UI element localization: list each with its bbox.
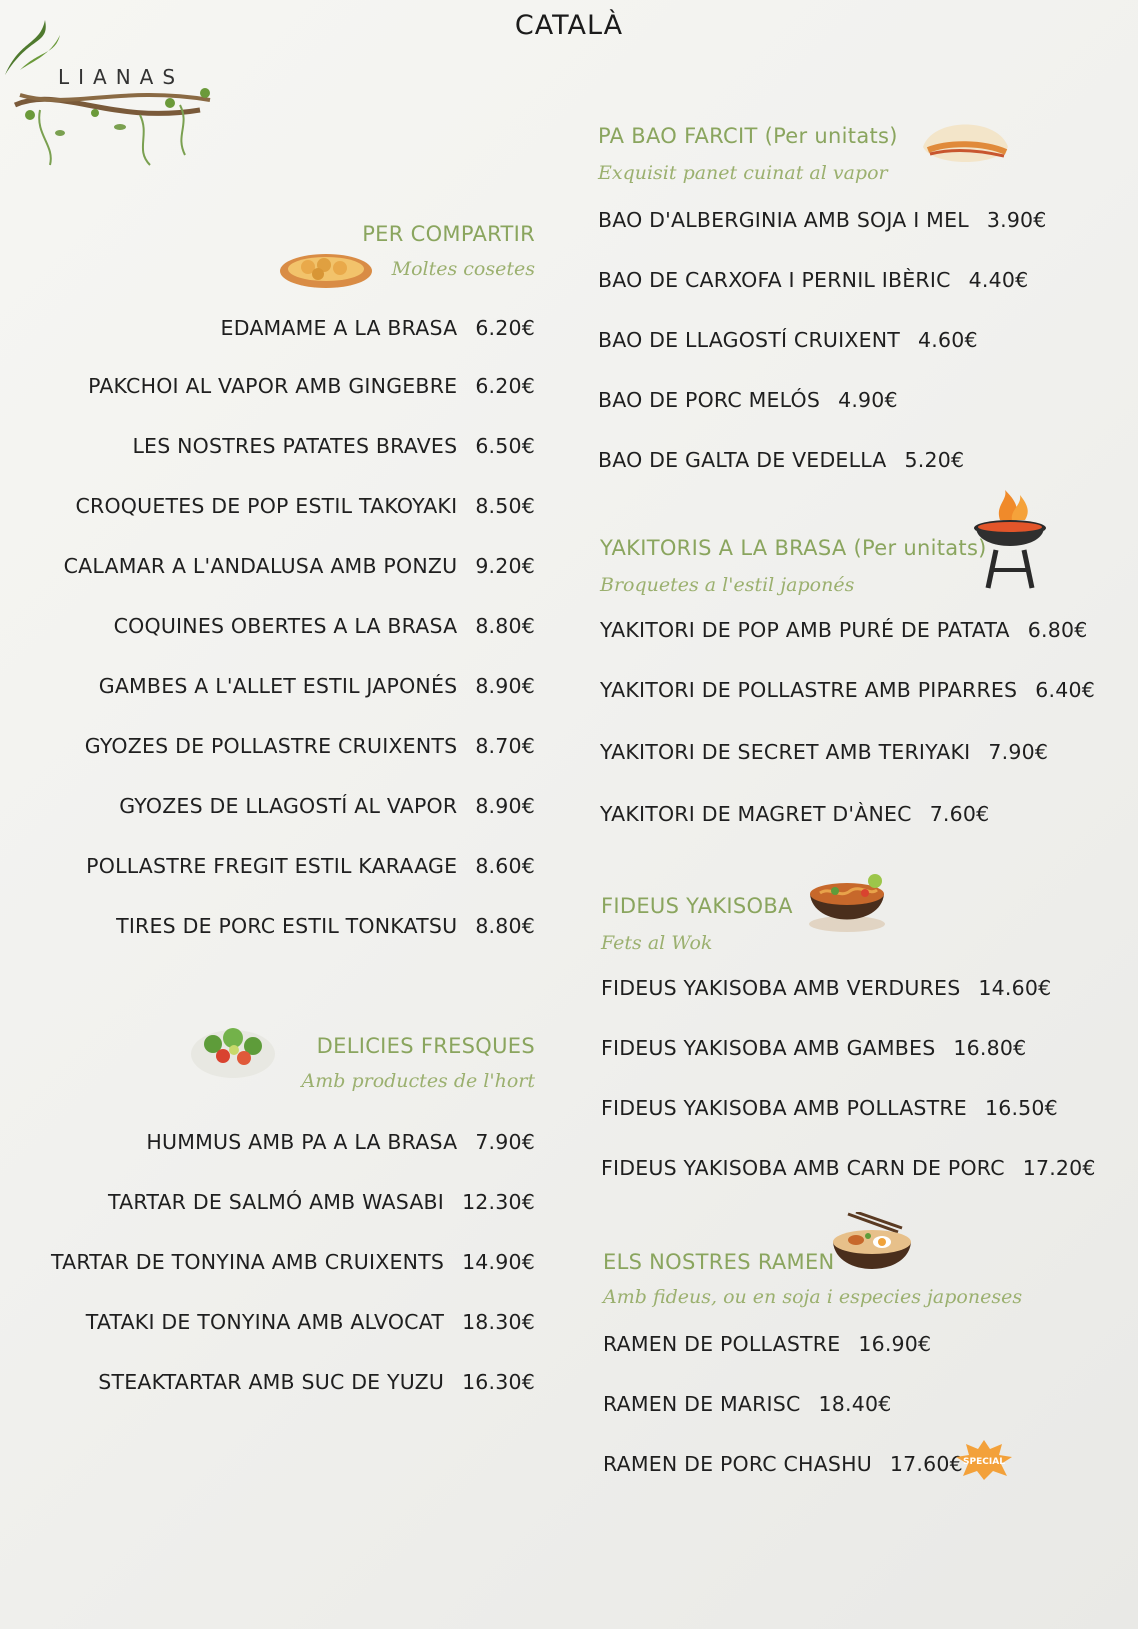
menu-item: [600, 802, 989, 826]
menu-item: [598, 208, 1047, 232]
item-price: 16.30€: [462, 1370, 535, 1394]
special-badge-text: SPECIAL: [963, 1457, 1005, 1467]
section-title-delicies-fresques: DELICIES FRESQUES: [316, 1034, 535, 1058]
item-price: 16.50€: [984, 1096, 1058, 1120]
menu-item: [86, 854, 535, 878]
menu-item: [598, 268, 1028, 292]
section-subtitle-per-compartir: Moltes cosetes: [391, 258, 535, 280]
menu-item: [603, 1392, 891, 1416]
item-name: BAO DE PORC MELÓS: [598, 388, 821, 412]
item-price: 9.20€: [475, 554, 535, 578]
item-price: 7.90€: [475, 1130, 535, 1154]
menu-item: [601, 976, 1051, 1000]
item-name: PAKCHOI AL VAPOR AMB GINGEBRE: [88, 374, 458, 398]
section-title-yakitoris: YAKITORIS A LA BRASA (Per unitats): [600, 536, 987, 560]
item-name: TARTAR DE TONYINA AMB CRUIXENTS: [50, 1250, 445, 1274]
item-name: BAO DE LLAGOSTÍ CRUIXENT: [598, 328, 900, 352]
item-price: 8.90€: [475, 794, 535, 818]
item-name: COQUINES OBERTES A LA BRASA: [113, 614, 458, 638]
item-price: 4.90€: [838, 388, 898, 412]
item-price: 14.90€: [462, 1250, 535, 1274]
menu-item: [108, 1190, 535, 1214]
item-name: FIDEUS YAKISOBA AMB POLLASTRE: [601, 1096, 967, 1120]
item-name: HUMMUS AMB PA A LA BRASA: [146, 1130, 458, 1154]
menu-item: [64, 554, 535, 578]
grill-icon: [970, 490, 1050, 600]
item-price: 5.20€: [904, 448, 965, 472]
item-price: 17.20€: [1022, 1156, 1096, 1180]
item-name: FIDEUS YAKISOBA AMB GAMBES: [601, 1036, 936, 1060]
item-price: 18.30€: [462, 1310, 535, 1334]
item-price: 8.50€: [475, 494, 535, 518]
item-name: YAKITORI DE POP AMB PURÉ DE PATATA: [600, 618, 1010, 642]
section-title-fideus: FIDEUS YAKISOBA: [601, 894, 793, 918]
croquettes-icon: [278, 245, 378, 290]
menu-item: [99, 674, 535, 698]
menu-item: [601, 1156, 1096, 1180]
item-price: 8.70€: [475, 734, 535, 758]
item-name: EDAMAME A LA BRASA: [220, 316, 458, 340]
item-name: YAKITORI DE SECRET AMB TERIYAKI: [600, 740, 971, 764]
item-name: BAO D'ALBERGINIA AMB SOJA I MEL: [598, 208, 969, 232]
special-badge-icon: [955, 1440, 1013, 1480]
menu-item: [601, 1096, 1058, 1120]
item-price: 7.60€: [929, 802, 990, 826]
menu-item: [86, 1310, 535, 1334]
item-price: 16.80€: [953, 1036, 1027, 1060]
item-price: 18.40€: [818, 1392, 892, 1416]
menu-item: [598, 448, 964, 472]
item-name: RAMEN DE POLLASTRE: [603, 1332, 841, 1356]
item-name: LES NOSTRES PATATES BRAVES: [132, 434, 458, 458]
menu-item: [601, 1036, 1026, 1060]
menu-item: [600, 678, 1095, 702]
item-name: GAMBES A L'ALLET ESTIL JAPONÉS: [98, 674, 458, 698]
section-title-ramen: ELS NOSTRES RAMEN: [603, 1250, 835, 1274]
item-name: YAKITORI DE MAGRET D'ÀNEC: [600, 802, 912, 826]
bao-bun-icon: [918, 112, 1013, 174]
section-subtitle-delicies-fresques: Amb productes de l'hort: [301, 1070, 535, 1092]
menu-item: [603, 1452, 963, 1476]
lianas-logo: [0, 15, 230, 175]
section-subtitle-ramen: Amb fideus, ou en soja i especies japoneses: [603, 1286, 1023, 1308]
section-subtitle-fideus: Fets al Wok: [601, 932, 713, 954]
menu-item: [119, 794, 535, 818]
item-name: GYOZES DE POLLASTRE CRUIXENTS: [84, 734, 458, 758]
item-name: TARTAR DE SALMÓ AMB WASABI: [108, 1190, 445, 1214]
menu-item: [116, 914, 535, 938]
section-subtitle-yakitoris: Broquetes a l'estil japonés: [600, 574, 855, 596]
salad-icon: [188, 1012, 278, 1082]
item-name: CROQUETES DE POP ESTIL TAKOYAKI: [75, 494, 458, 518]
language-heading: CATALÀ: [514, 10, 624, 41]
item-price: 12.30€: [462, 1190, 535, 1214]
vine-logo-icon: [0, 15, 230, 175]
item-name: RAMEN DE PORC CHASHU: [603, 1452, 872, 1476]
menu-item: [221, 316, 535, 340]
menu-item: [114, 614, 535, 638]
item-name: RAMEN DE MARISC: [603, 1392, 801, 1416]
section-subtitle-pa-bao: Exquisit panet cuinat al vapor: [598, 162, 888, 184]
item-name: GYOZES DE LLAGOSTÍ AL VAPOR: [119, 794, 458, 818]
item-name: YAKITORI DE POLLASTRE AMB PIPARRES: [600, 678, 1018, 702]
ramen-bowl-icon: [828, 1212, 918, 1284]
section-title-pa-bao: PA BAO FARCIT (Per unitats): [598, 124, 898, 148]
item-name: FIDEUS YAKISOBA AMB CARN DE PORC: [601, 1156, 1005, 1180]
item-name: BAO DE GALTA DE VEDELLA: [598, 448, 887, 472]
item-price: 8.60€: [475, 854, 535, 878]
item-price: 6.20€: [475, 316, 535, 340]
menu-item: [600, 618, 1087, 642]
item-price: 6.40€: [1035, 678, 1095, 702]
item-name: CALAMAR A L'ANDALUSA AMB PONZU: [63, 554, 458, 578]
menu-item: [598, 388, 898, 412]
menu-item: [85, 734, 535, 758]
item-price: 6.20€: [475, 374, 535, 398]
item-name: TIRES DE PORC ESTIL TONKATSU: [116, 914, 458, 938]
item-price: 6.50€: [475, 434, 535, 458]
item-price: 3.90€: [986, 208, 1047, 232]
item-price: 14.60€: [978, 976, 1052, 1000]
item-price: 17.60€: [889, 1452, 963, 1476]
logo-text: LIANAS: [58, 65, 185, 89]
menu-item: [146, 1130, 535, 1154]
item-name: POLLASTRE FREGIT ESTIL KARAAGE: [86, 854, 458, 878]
item-price: 8.90€: [475, 674, 535, 698]
item-price: 6.80€: [1027, 618, 1088, 642]
menu-item: [98, 1370, 535, 1394]
menu-item: [88, 374, 535, 398]
section-title-per-compartir: PER COMPARTIR: [362, 222, 535, 246]
item-price: 8.80€: [475, 614, 535, 638]
item-price: 16.90€: [858, 1332, 932, 1356]
item-price: 8.80€: [475, 914, 535, 938]
item-name: STEAKTARTAR AMB SUC DE YUZU: [98, 1370, 445, 1394]
menu-item: [598, 328, 978, 352]
menu-item: [51, 1250, 535, 1274]
noodle-bowl-icon: [805, 866, 895, 936]
item-name: TATAKI DE TONYINA AMB ALVOCAT: [85, 1310, 445, 1334]
item-name: FIDEUS YAKISOBA AMB VERDURES: [601, 976, 961, 1000]
item-name: BAO DE CARXOFA I PERNIL IBÈRIC: [598, 268, 951, 292]
menu-item: [75, 494, 535, 518]
menu-item: [600, 740, 1048, 764]
item-price: 4.40€: [968, 268, 1029, 292]
item-price: 7.90€: [988, 740, 1049, 764]
item-price: 4.60€: [918, 328, 978, 352]
menu-item: [132, 434, 535, 458]
menu-item: [603, 1332, 931, 1356]
